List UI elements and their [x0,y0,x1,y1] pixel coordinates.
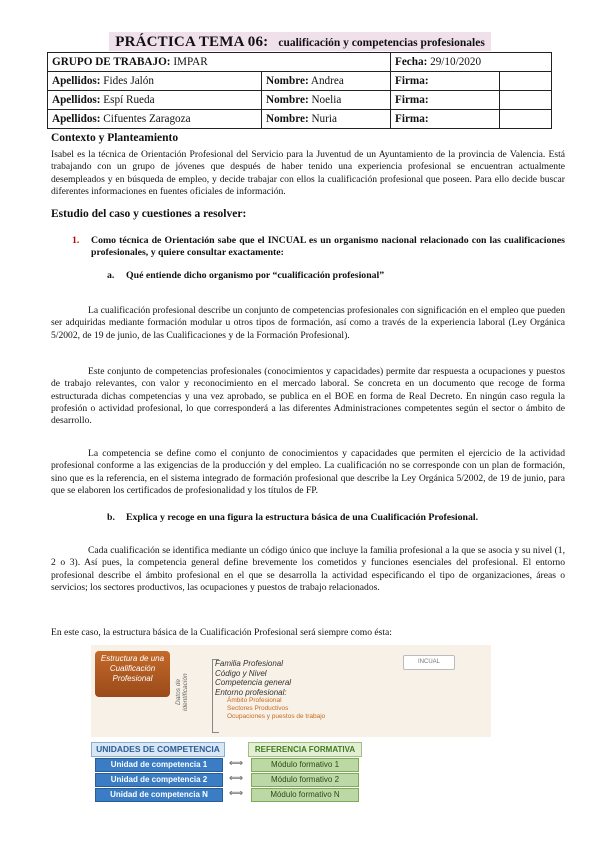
double-arrow-icon: ⟺ [228,788,244,799]
info-table [47,52,552,129]
list-item: Familia Profesional [215,659,284,668]
member-row [48,91,552,110]
competence-units-header: UNIDADES DE COMPETENCIA [91,742,225,757]
name-label: Nombre: [266,94,309,106]
question-1-number: 1. [72,235,80,246]
answer-a-paragraph-1: La cualificación profesional describe un conjunto de competencias profesionales con significación en el empleo que pueden ser adquiridas mediante formación modular u otros tipos de formación, así como a través de la experiencia laboral (Ley Orgánica 5/2002, de 19 de junio, de las Cualificaciones y de la Formación Profesional). [51,305,565,341]
identification-data-label: Datos de identificación [175,673,189,711]
empty-cell [500,72,552,91]
group-value: IMPAR [173,56,208,68]
competence-unit-2: Unidad de competencia 2 [95,773,223,787]
signature-cell [391,110,500,129]
incual-badge: INCUAL [403,655,455,670]
training-reference-header: REFERENCIA FORMATIVA [248,742,362,757]
study-heading: Estudio del caso y cuestiones a resolver: [51,208,247,220]
document-title [0,33,600,51]
surname-label: Apellidos: [52,75,101,87]
competence-unit-1: Unidad de competencia 1 [95,758,223,772]
surname-value: Fides Jalón [103,75,154,87]
member-row [48,110,552,129]
question-b-text: Explica y recoge en una figura la estructura básica de una Cualificación Profesional. [126,512,479,523]
group-cell [48,53,391,72]
member-row [48,72,552,91]
surname-cell [48,91,262,110]
date-value: 29/10/2020 [430,56,482,68]
structure-title-box: Estructura de una Cualificación Profesional [95,651,170,697]
signature-label: Firma: [395,94,429,106]
answer-b-paragraph-1: Cada cualificación se identifica mediante un código único que incluye la familia profesional a la que se asocia y su nivel (1, 2 o 3). Así pues, la competencia general define brevemente los cometidos y funciones esenciales del profesional. El entorno profesional describe el ámbito profesional en el que se desarrolla la actividad especificando el tipo de organizaciones, áreas o servicios; los sectores productivos, las ocupaciones y puestos de trabajo relacionados. [51,545,565,593]
signature-label: Firma: [395,113,429,125]
question-a-text: Qué entiende dicho organismo por “cualificación profesional” [126,270,385,281]
answer-a-paragraph-2: Este conjunto de competencias profesionales (conocimientos y capacidades) permite dar respuesta a ocupaciones y puestos de trabajo relevantes, con valor y reconocimiento en el mercado laboral. Se concreta en un documento que recoge de forma estructurada dichas competencias y una vez aprobado, se publica en el BOE en forma de Real Decreto. En ningún caso regula la profesión o actividad profesional, lo que corresponderá a las diferentes Administraciones competentes según el sector o ámbito de desarrollo. [51,366,565,427]
empty-cell [500,91,552,110]
empty-cell [500,110,552,129]
training-module-n: Módulo formativo N [251,788,359,802]
name-cell [262,91,391,110]
sub-item: Ámbito Profesional [227,697,282,704]
answer-a-paragraph-3: La competencia se define como el conjunto de conocimientos y capacidades que permiten el ejercicio de la actividad profesional conforme a las exigencias de la producción y del empleo. La cualificación no se corresponde con un plan de formación, sino que es la referencia, en el sistema integrado de formación profesional que describe la Ley Orgánica 5/2002, de 19 de junio, para que se elaboren los certificados de profesionalidad y los títulos de FP. [51,448,565,496]
sub-item: Sectores Productivos [227,705,289,712]
list-item: Código y Nivel [215,668,267,678]
signature-cell [391,72,500,91]
surname-label: Apellidos: [52,113,101,125]
qualification-structure-figure [91,645,491,803]
group-label: GRUPO DE TRABAJO: [52,56,171,68]
name-label: Nombre: [266,113,309,125]
surname-cell [48,110,262,129]
competence-unit-n: Unidad de competencia N [95,788,223,802]
date-cell [391,53,552,72]
surname-value: Cifuentes Zaragoza [103,113,191,125]
surname-cell [48,72,262,91]
surname-label: Apellidos: [52,94,101,106]
name-cell [262,110,391,129]
question-1-text: Como técnica de Orientación sabe que el INCUAL es un organismo nacional relacionado con las cualificaciones profesionales, y quiere consultar exactamente: [91,235,565,258]
training-module-2: Módulo formativo 2 [251,773,359,787]
answer-b-paragraph-2: En este caso, la estructura básica de la Cualificación Profesional será siempre como ésta: [51,627,392,638]
list-item: Competencia general [215,678,292,687]
list-item: Entorno profesional: [215,687,287,697]
surname-value: Espí Rueda [103,94,155,106]
name-value: Nuria [311,113,337,125]
question-b-letter: b. [107,512,115,523]
name-label: Nombre: [266,75,309,87]
name-cell [262,72,391,91]
training-module-1: Módulo formativo 1 [251,758,359,772]
signature-cell [391,91,500,110]
double-arrow-icon: ⟺ [228,758,244,769]
title-main: PRÁCTICA TEMA 06: [112,33,271,51]
title-sub: cualificación y competencias profesionales [275,36,487,50]
context-heading: Contexto y Planteamiento [51,132,179,144]
name-value: Noelia [311,94,342,106]
sub-item: Ocupaciones y puestos de trabajo [227,713,326,720]
identification-list [215,659,325,721]
name-value: Andrea [310,75,344,87]
double-arrow-icon: ⟺ [228,773,244,784]
signature-label: Firma: [395,75,429,87]
date-label: Fecha: [395,56,428,68]
question-a-letter: a. [107,270,115,281]
info-row-group [48,53,552,72]
context-text: Isabel es la técnica de Orientación Profesional del Servicio para la Juventud de un Ayuntamiento de la provincia de Valencia. Está trabajando con un grupo de jóvenes que después de haber tenido una experiencia profesional se encuentran actualmente desempleados y en búsqueda de empleo, y decide trabajar con ellos la cualificación profesional que poseen. Para ello decide buscar diferentes informaciones en fuentes oficiales de información. [51,149,565,197]
